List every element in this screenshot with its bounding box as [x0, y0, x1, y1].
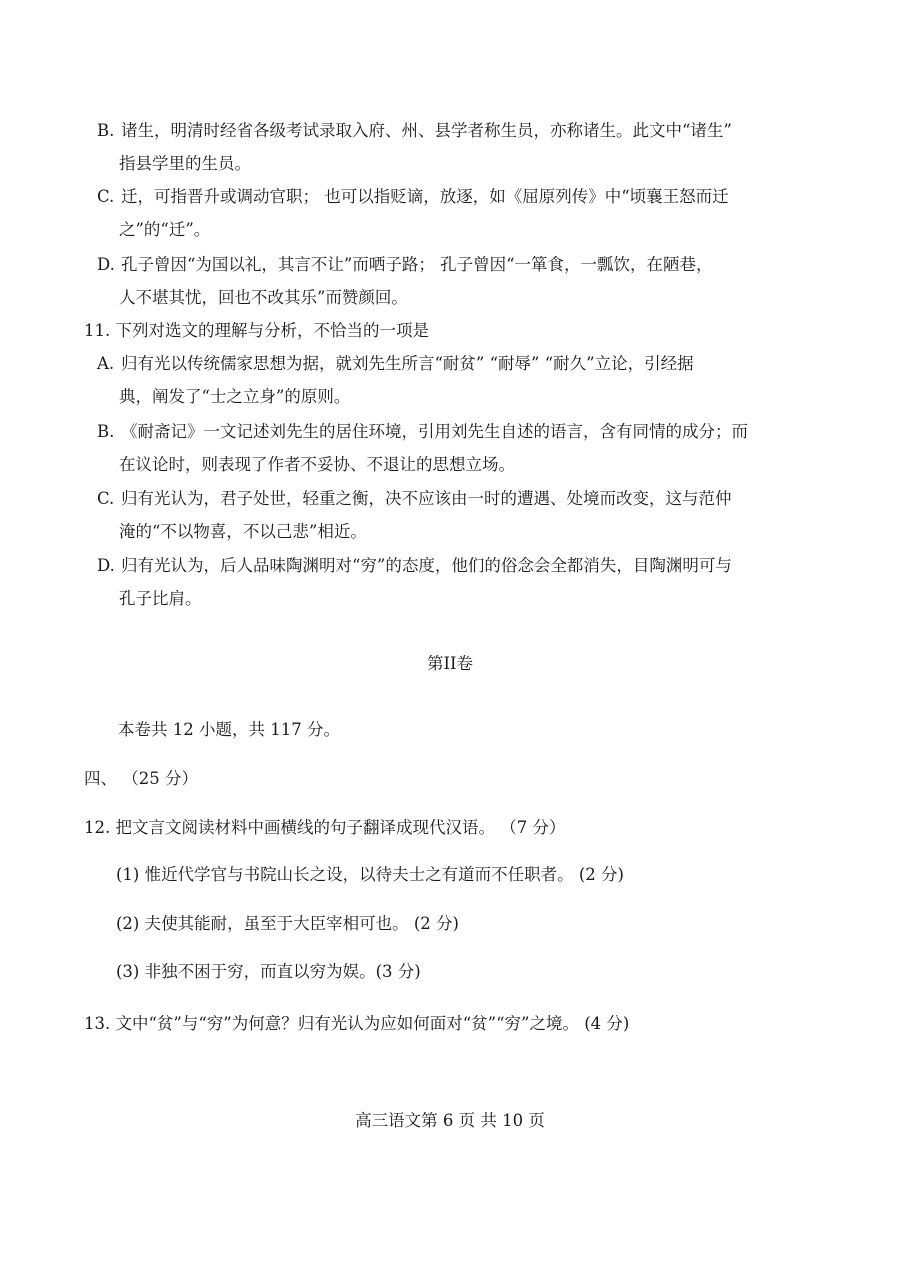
option-label: A. — [97, 354, 115, 373]
option-label: D. — [97, 556, 115, 575]
option-label: D. — [97, 255, 115, 274]
q11-option-c — [97, 482, 819, 548]
option-text-line2: 孔子比肩。 — [119, 589, 202, 608]
q11-option-a — [97, 347, 819, 413]
option-text-line2: 淹的“不以物喜，不以己悲”相近。 — [119, 522, 367, 541]
q11-option-d — [97, 549, 819, 615]
q10-option-d — [97, 248, 819, 314]
q12-item-1: (1) 惟近代学官与书院山长之设，以待夫士之有道而不任职者。 (2 分) — [116, 865, 624, 884]
option-text-line1: 归有光以传统儒家思想为据，就刘先生所言“耐贫” “耐辱” “耐久”立论，引经据 — [121, 354, 694, 373]
option-text-line2: 之”的“迁”。 — [119, 220, 211, 239]
q11-option-b — [97, 415, 819, 481]
option-text-line2: 指县学里的生员。 — [119, 154, 251, 173]
option-label: C. — [97, 489, 115, 508]
q12-item-3: (3) 非独不困于穷，而直以穷为娱。(3 分) — [116, 962, 421, 981]
option-text-line1: 迁，可指晋升或调动官职； 也可以指贬谪，放逐，如《屈原列传》中“顷襄王怒而迁 — [121, 187, 729, 206]
q12-item-2: (2) 夫使其能耐，虽至于大臣宰相可也。 (2 分) — [116, 914, 459, 933]
page-footer: 高三语文第 6 页 共 10 页 — [355, 1111, 545, 1130]
section-intro: 本卷共 12 小题，共 117 分。 — [118, 720, 340, 739]
option-text-line2: 人不堪其忧，回也不改其乐”而赞颜回。 — [119, 288, 408, 307]
option-text-line1: 归有光认为，后人品味陶渊明对“穷”的态度，他们的俗念会全都消失，目陶渊明可与 — [121, 556, 732, 575]
q12-stem: 12. 把文言文阅读材料中画横线的句子翻译成现代汉语。 （7 分） — [84, 818, 566, 837]
option-text-line1: 诸生，明清时经省各级考试录取入府、州、县学者称生员，亦称诸生。此文中“诸生” — [121, 121, 732, 140]
option-text-line2: 典，阐发了“士之立身”的原则。 — [119, 387, 351, 406]
q11-stem: 11. 下列对选文的理解与分析，不恰当的一项是 — [84, 321, 429, 340]
part-heading: 四、 （25 分） — [84, 769, 198, 788]
option-label: B. — [97, 121, 115, 140]
option-text-line1: 孔子曾因“为国以礼，其言不让”而哂子路； 孔子曾因“一箪食，一瓢饮，在陋巷， — [121, 255, 713, 274]
option-label: C. — [97, 187, 115, 206]
q10-option-c — [97, 180, 819, 246]
option-text-line2: 在议论时，则表现了作者不妥协、不退让的思想立场。 — [119, 455, 515, 474]
section-title: 第II卷 — [426, 654, 474, 673]
option-text-line1: 《耐斋记》一文记述刘先生的居住环境，引用刘先生自述的语言，含有同情的成分；而 — [121, 422, 748, 441]
option-label: B. — [97, 422, 115, 441]
option-text-line1: 归有光认为，君子处世，轻重之衡，决不应该由一时的遭遇、处境而改变，这与范仲 — [121, 489, 732, 508]
q10-option-b — [97, 114, 819, 180]
q13-stem: 13. 文中“贫”与“穷”为何意？归有光认为应如何面对“贫”“穷”之境。 (4 分) — [84, 1014, 630, 1033]
